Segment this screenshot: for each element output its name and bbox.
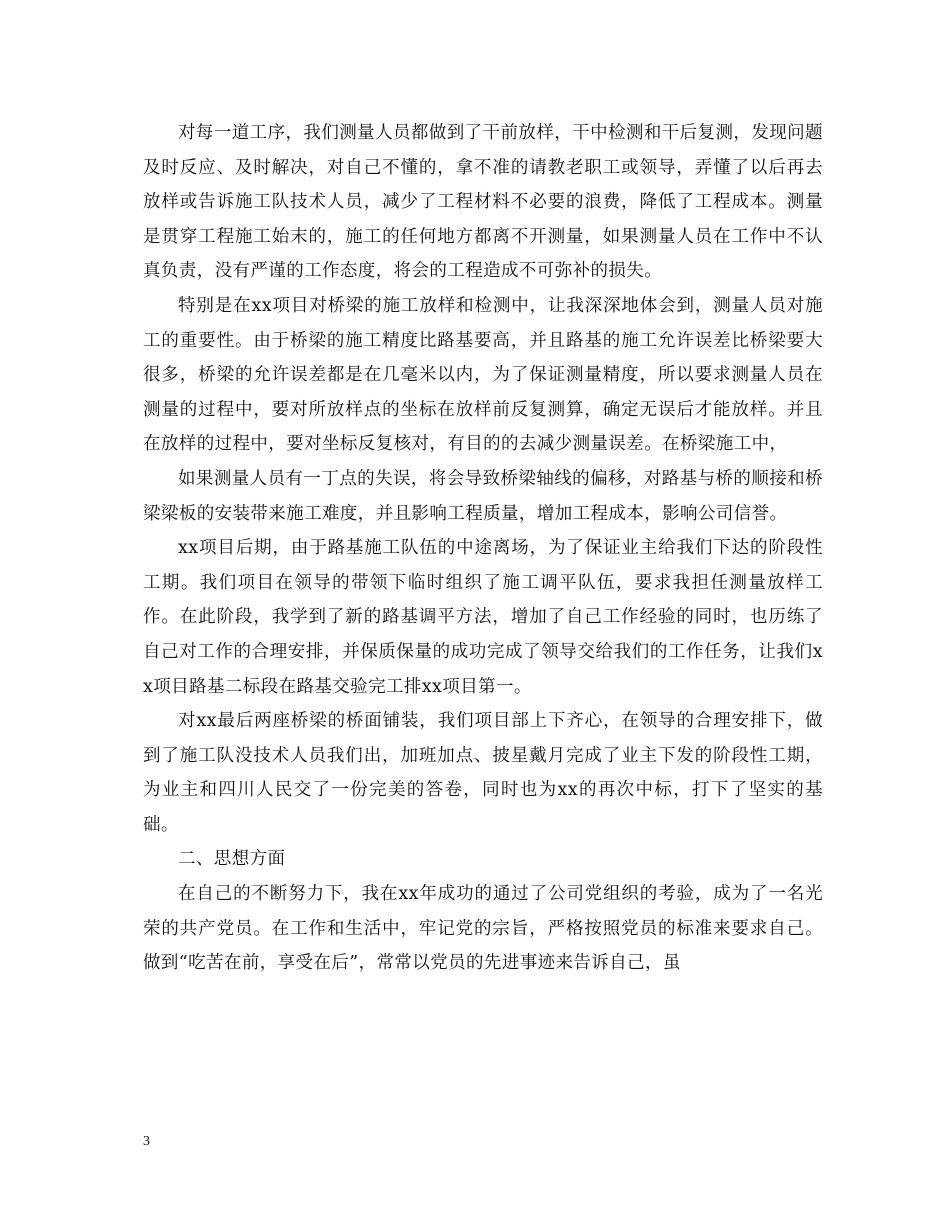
paragraph-party-member: 在自己的不断努力下，我在xx年成功的通过了公司党组织的考验，成为了一名光荣的共产党员。在工作和生活中，牢记党的宗旨，严格按照党员的标准来要求自己。做到“吃苦在前，享受在后”，常常以党员的先进事迹来告诉自己，虽: [143, 884, 823, 974]
section-heading: 二、思想方面: [178, 849, 286, 870]
paragraph-process-survey: 对每一道工序，我们测量人员都做到了干前放样，干中检测和干后复测，发现问题及时反应、及时解决，对自己不懂的，拿不准的请教老职工或领导，弄懂了以后再去放样或告诉施工队技术人员，减少了工程材料不必要的浪费，降低了工程成本。测量是贯穿工程施工始末的，施工的任何地方都离不开测量，如果测量人员在工作中不认真负责，没有严谨的工作态度，将会的工程造成不可弥补的损失。: [143, 123, 823, 282]
body-text: [143, 116, 823, 981]
paragraph-survey-error: 如果测量人员有一丁点的失误，将会导致桥梁轴线的偏移，对路基与桥的顺接和桥梁梁板的安装带来施工难度，并且影响工程质量，增加工程成本，影响公司信誉。: [143, 468, 823, 524]
paragraph-bridge-survey: 特别是在xx项目对桥梁的施工放样和检测中，让我深深地体会到，测量人员对施工的重要性。由于桥梁的施工精度比路基要高，并且路基的施工允许误差比桥梁要大很多，桥梁的允许误差都是在几毫米以内，为了保证测量精度，所以要求测量人员在测量的过程中，要对所放样点的坐标在放样前反复测算，确定无误后才能放样。并且在放样的过程中，要对坐标反复核对，有目的的去减少测量误差。在桥梁施工中，: [143, 295, 823, 455]
page-number: 3: [143, 1134, 150, 1149]
paragraph-bridge-deck: 对xx最后两座桥梁的桥面铺装，我们项目部上下齐心，在领导的合理安排下，做到了施工队没技术人员我们出，加班加点、披星戴月完成了业主下发的阶段性工期，为业主和四川人民交了一份完美的答卷，同时也为xx的再次中标，打下了坚实的基础。: [143, 711, 823, 835]
paragraph-project-late-stage: xx项目后期，由于路基施工队伍的中途离场，为了保证业主给我们下达的阶段性工期。我们项目在领导的带领下临时组织了施工调平队伍，要求我担任测量放样工作。在此阶段，我学到了新的路基调平方法，增加了自己工作经验的同时，也历练了自己对工作的合理安排，并保质保量的成功完成了领导交给我们的工作任务，让我们xx项目路基二标段在路基交验完工排xx项目第一。: [143, 538, 823, 697]
